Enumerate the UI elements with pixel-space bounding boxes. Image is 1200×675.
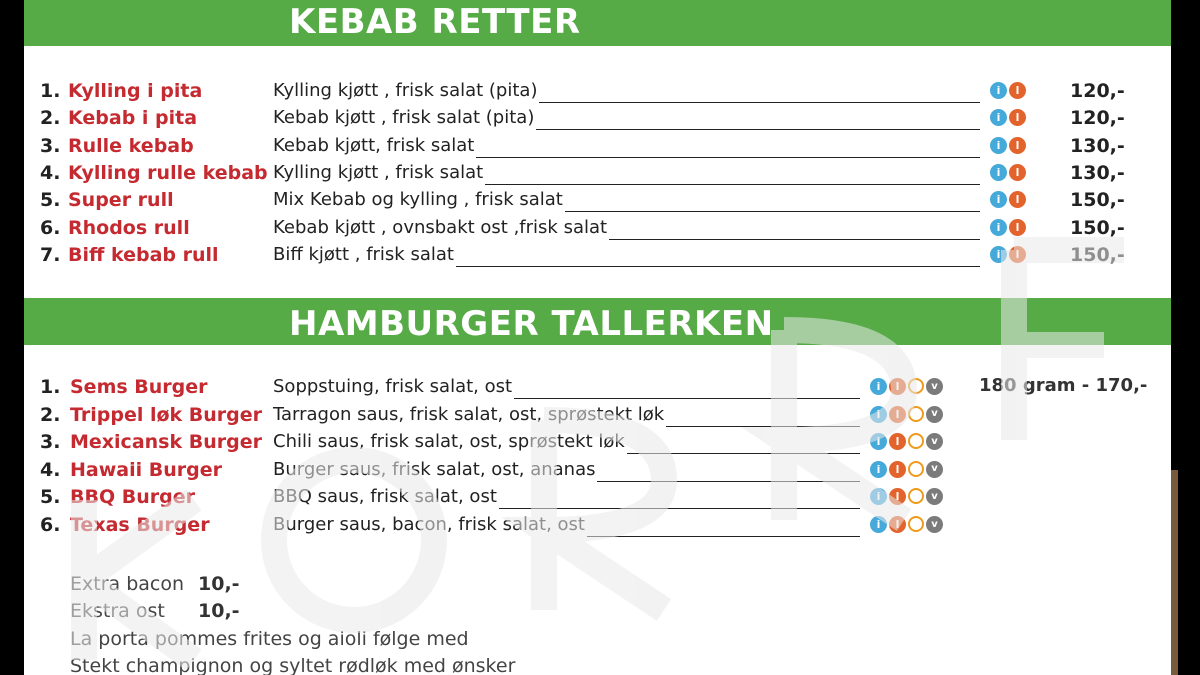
item-number: 7. — [40, 243, 61, 266]
allergen-icons — [990, 137, 1026, 154]
item-price: 150,- — [1070, 216, 1125, 239]
milk-icon: i — [870, 461, 887, 478]
item-name: Trippel løk Burger — [70, 403, 263, 426]
allergen-icons — [870, 406, 943, 423]
egg-icon — [908, 461, 924, 477]
extra-price: 10,- — [198, 600, 240, 622]
item-description: Soppstuing, frisk salat, ost — [273, 376, 513, 397]
leader-line — [627, 453, 860, 454]
allergen-icons — [990, 191, 1026, 208]
item-name: Kebab i pita — [68, 107, 198, 130]
allergen-icons — [870, 378, 943, 395]
gluten-icon: l — [1009, 219, 1026, 236]
allergen-icons — [870, 488, 943, 505]
item-description: Burger saus, frisk salat, ost, ananas — [273, 458, 596, 480]
item-number: 6. — [40, 216, 61, 239]
milk-icon: i — [990, 164, 1007, 181]
extra-label: Extra bacon — [70, 573, 185, 595]
item-price: 130,- — [1070, 161, 1125, 184]
item-number: 2. — [40, 403, 61, 426]
menu-item-row — [24, 162, 1171, 189]
menu-item-row — [24, 514, 1171, 541]
allergen-icons — [870, 433, 943, 450]
item-number: 5. — [40, 189, 61, 212]
item-name: Hawaii Burger — [70, 458, 222, 481]
menu-item-row — [24, 459, 1171, 486]
menu-item-row — [24, 431, 1171, 458]
gluten-icon: l — [889, 406, 906, 423]
leader-line — [476, 157, 980, 158]
background-strip — [1171, 470, 1178, 675]
item-description: BBQ saus, frisk salat, ost — [273, 486, 497, 508]
item-number: 3. — [40, 134, 61, 157]
menu-item-row — [24, 244, 1171, 271]
egg-icon — [908, 433, 924, 449]
leader-line — [565, 211, 980, 212]
leader-line — [456, 266, 980, 267]
item-number: 4. — [40, 458, 61, 481]
item-number: 4. — [40, 161, 61, 184]
item-name: Kylling rulle kebab — [68, 161, 268, 184]
item-name: Texas Burger — [70, 514, 210, 536]
allergen-icons — [870, 461, 943, 478]
mustard-icon: v — [926, 378, 943, 395]
allergen-icons — [990, 219, 1026, 236]
leader-line — [514, 398, 860, 399]
leader-line — [666, 426, 860, 427]
leader-line — [536, 129, 980, 130]
item-number: 1. — [40, 376, 61, 398]
item-description: Burger saus, bacon, frisk salat, ost — [273, 514, 585, 535]
item-name: Sems Burger — [70, 376, 208, 398]
item-description: Kebab kjøtt, frisk salat — [273, 134, 475, 156]
milk-icon: i — [870, 378, 887, 395]
leader-line — [499, 508, 860, 509]
item-price: 130,- — [1070, 134, 1125, 157]
leader-line — [539, 102, 980, 103]
milk-icon: i — [870, 488, 887, 505]
item-number: 3. — [40, 431, 61, 454]
item-description: Kylling kjøtt , frisk salat (pita) — [273, 80, 538, 101]
item-number: 2. — [40, 107, 61, 130]
gluten-icon: l — [889, 488, 906, 505]
item-description: Tarragon saus, frisk salat, ost, sprøstekt løk — [273, 403, 665, 425]
milk-icon: i — [870, 516, 887, 533]
item-description: Mix Kebab og kylling , frisk salat — [273, 189, 563, 211]
menu-item-row — [24, 107, 1171, 134]
leader-line — [609, 239, 980, 240]
leader-line — [485, 184, 980, 185]
menu-page — [24, 0, 1171, 675]
item-name: Mexicansk Burger — [70, 431, 262, 454]
egg-icon — [908, 516, 924, 532]
leader-line — [587, 536, 860, 537]
milk-icon: i — [990, 191, 1007, 208]
milk-icon: i — [990, 109, 1007, 126]
egg-icon — [908, 488, 924, 504]
egg-icon — [908, 406, 924, 422]
gluten-icon: l — [1009, 109, 1026, 126]
gluten-icon: l — [1009, 137, 1026, 154]
mustard-icon: v — [926, 433, 943, 450]
leader-line — [597, 481, 860, 482]
menu-item-row — [24, 376, 1171, 403]
gluten-icon: l — [889, 378, 906, 395]
extra-label: Ekstra ost — [70, 600, 165, 622]
item-description: Chili saus, frisk salat, ost, sprøstekt løk — [273, 431, 625, 453]
menu-item-row — [24, 189, 1171, 216]
menu-item-row — [24, 404, 1171, 431]
item-description: Kebab kjøtt , ovnsbakt ost ,frisk salat — [273, 216, 608, 238]
milk-icon: i — [990, 246, 1007, 263]
item-price: 120,- — [1070, 80, 1125, 102]
item-price: 150,- — [1070, 189, 1125, 212]
item-name: Rulle kebab — [68, 134, 194, 157]
allergen-icons — [990, 109, 1026, 126]
milk-icon: i — [990, 137, 1007, 154]
item-name: Rhodos rull — [68, 216, 190, 239]
milk-icon: i — [870, 433, 887, 450]
gluten-icon: l — [889, 433, 906, 450]
item-name: Biff kebab rull — [68, 243, 219, 266]
item-name: Kylling i pita — [68, 80, 203, 102]
egg-icon — [908, 378, 924, 394]
menu-item-row — [24, 80, 1171, 107]
note-text: Stekt champignon og syltet rødløk med ønsker — [70, 655, 516, 675]
milk-icon: i — [990, 82, 1007, 99]
item-number: 5. — [40, 486, 61, 509]
gluten-icon: l — [1009, 164, 1026, 181]
gluten-icon: l — [1009, 191, 1026, 208]
gluten-icon: l — [1009, 82, 1026, 99]
allergen-icons — [990, 246, 1026, 263]
menu-item-row — [24, 135, 1171, 162]
section-banner-hamburger — [24, 298, 1171, 345]
item-number: 6. — [40, 514, 61, 536]
item-description: Kylling kjøtt , frisk salat — [273, 161, 484, 183]
item-name: Super rull — [68, 189, 174, 212]
milk-icon: i — [990, 219, 1007, 236]
section-banner-kebab — [24, 0, 1171, 46]
item-name: BBQ Burger — [70, 486, 195, 509]
note-text: La porta pommes frites og aioli følge med — [70, 628, 469, 650]
allergen-icons — [870, 516, 943, 533]
mustard-icon: v — [926, 461, 943, 478]
allergen-icons — [990, 82, 1026, 99]
item-price: 120,- — [1070, 107, 1125, 130]
menu-item-row — [24, 217, 1171, 244]
section-title: KEBAB RETTER — [289, 2, 581, 42]
gluten-icon: l — [1009, 246, 1026, 263]
item-description: Biff kjøtt , frisk salat — [273, 243, 454, 265]
mustard-icon: v — [926, 406, 943, 423]
item-number: 1. — [40, 80, 61, 102]
mustard-icon: v — [926, 516, 943, 533]
item-price: 150,- — [1070, 243, 1125, 266]
milk-icon: i — [870, 406, 887, 423]
mustard-icon: v — [926, 488, 943, 505]
gluten-icon: l — [889, 516, 906, 533]
item-description: Kebab kjøtt , frisk salat (pita) — [273, 107, 535, 129]
burger-weight-price: 180 gram - 170,- — [979, 375, 1148, 396]
allergen-icons — [990, 164, 1026, 181]
section-title: HAMBURGER TALLERKEN — [289, 304, 774, 344]
gluten-icon: l — [889, 461, 906, 478]
extra-price: 10,- — [198, 573, 240, 595]
menu-item-row — [24, 486, 1171, 513]
